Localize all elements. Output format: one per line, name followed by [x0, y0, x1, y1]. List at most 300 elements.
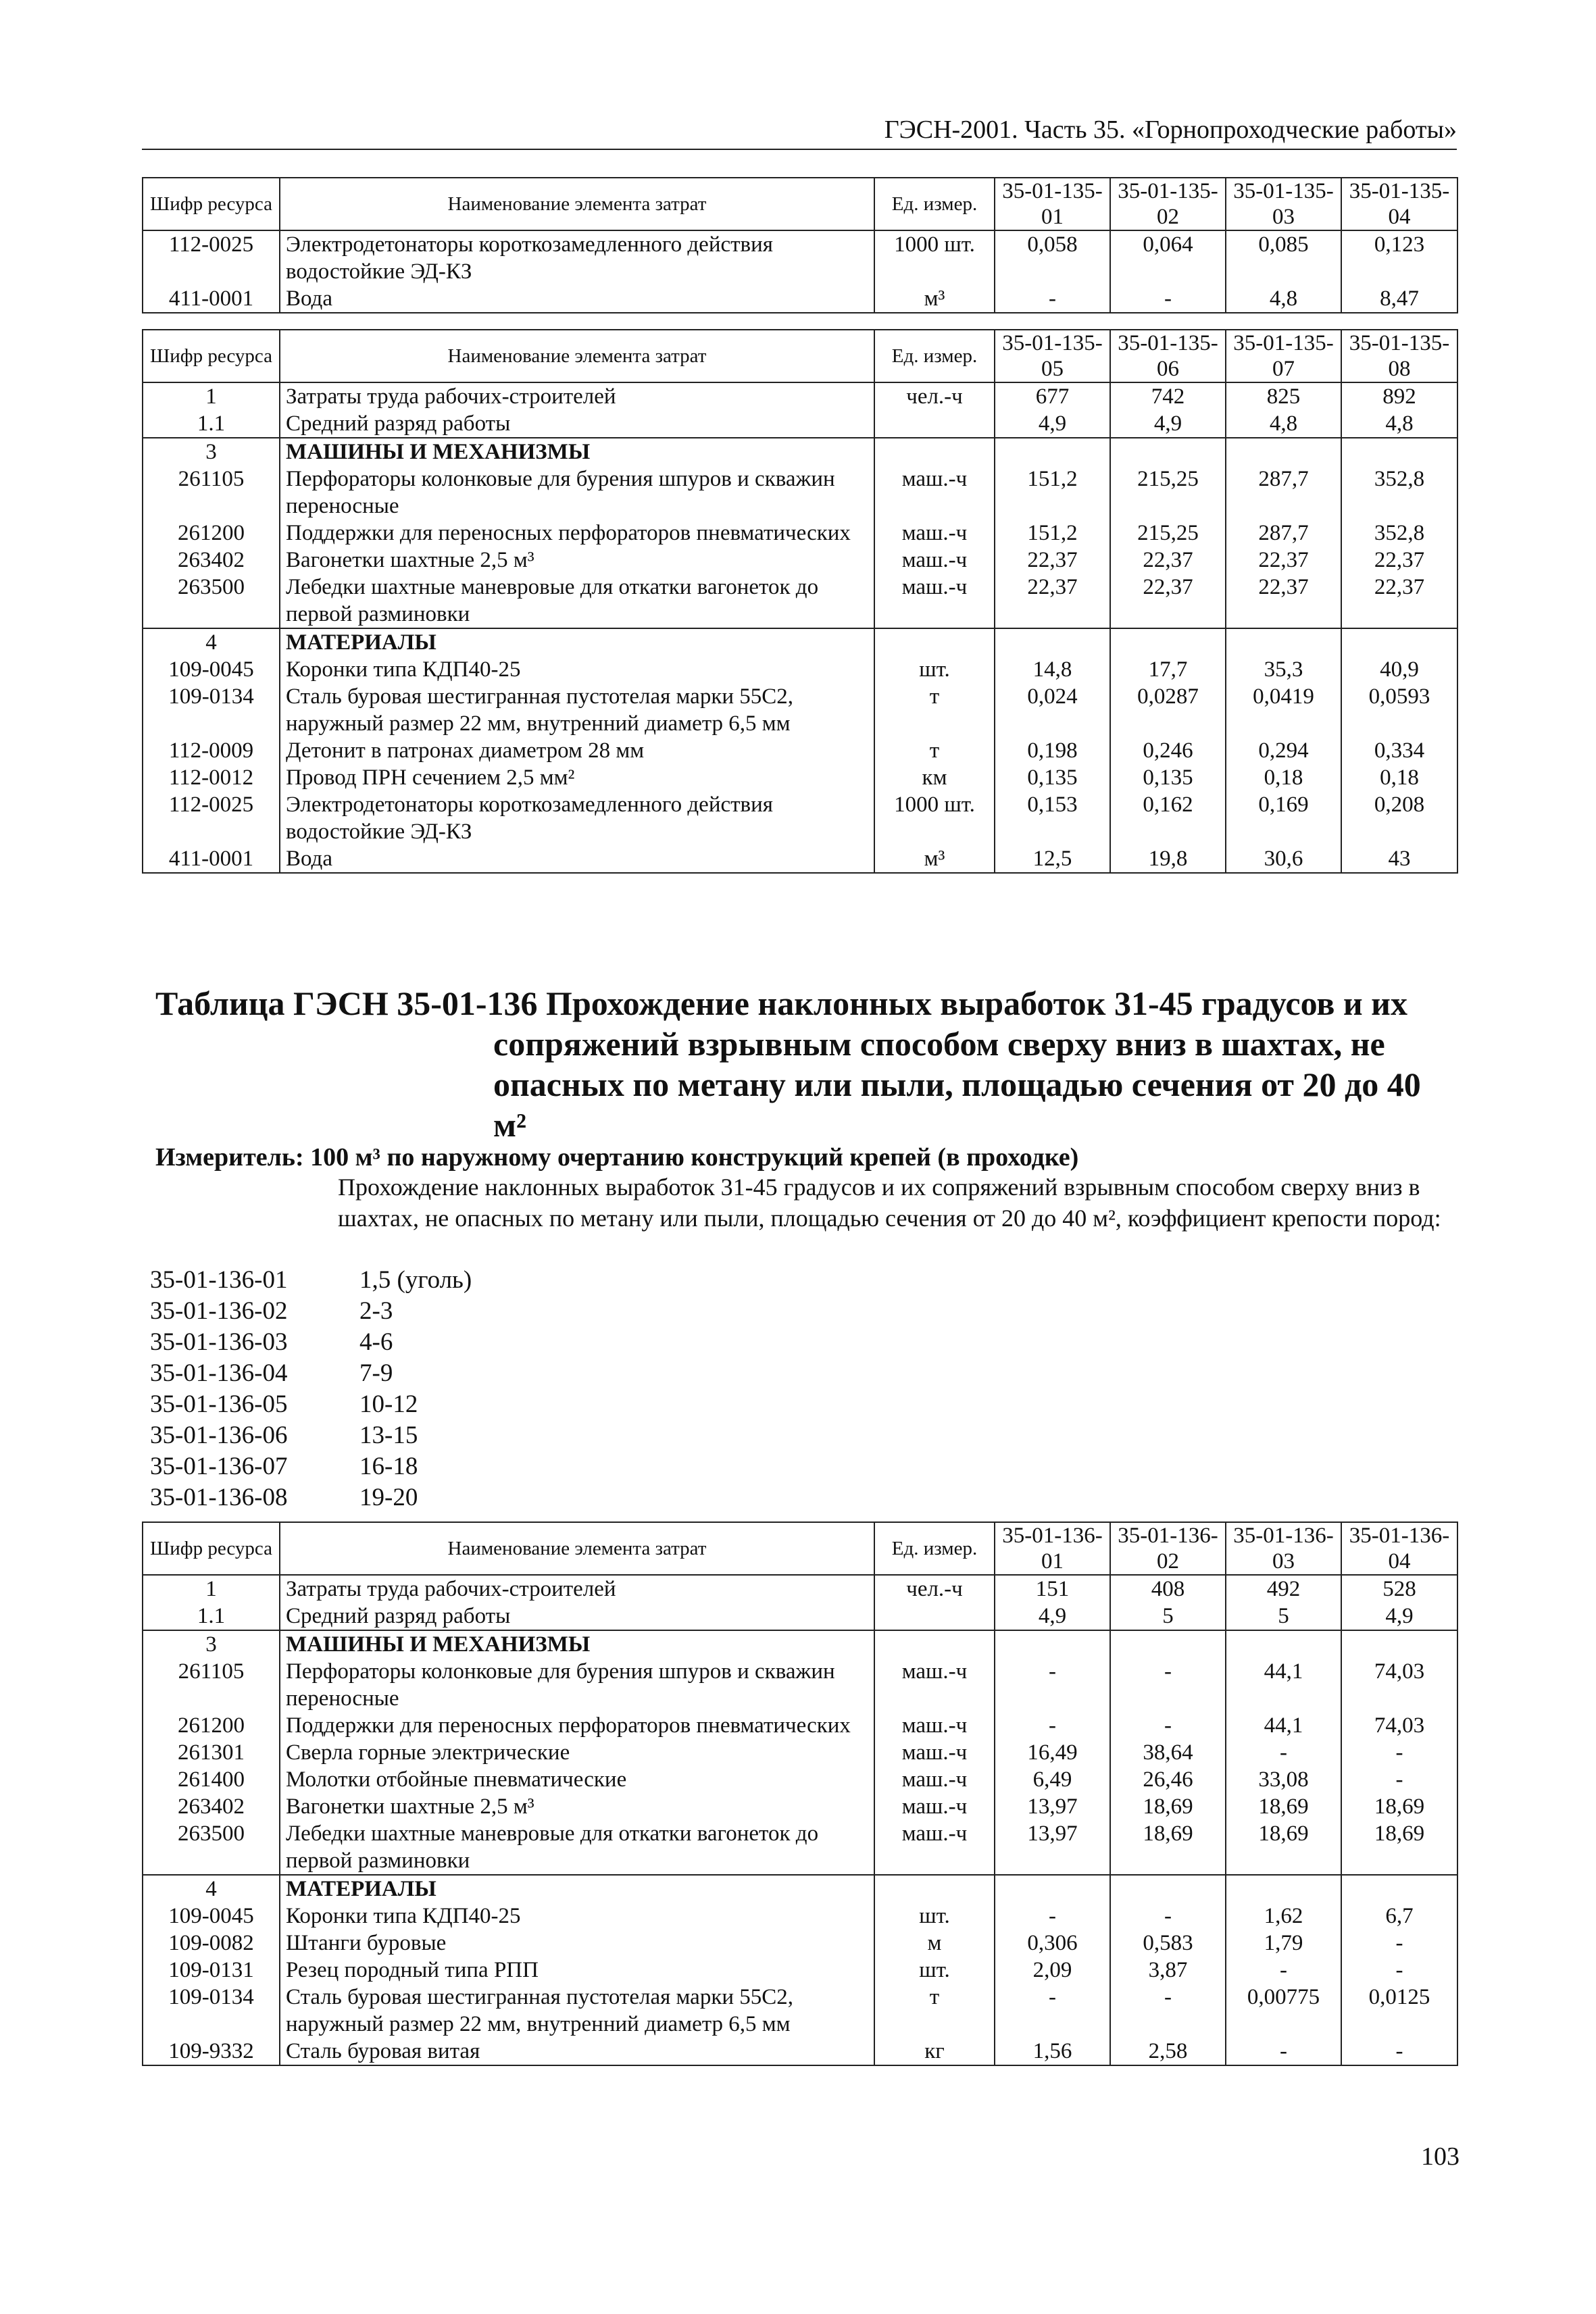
col-header-norm: 35-01-135-05 — [995, 330, 1110, 382]
resource-name-cell: Вода — [280, 845, 874, 873]
col-header-code: Шифр ресурса — [143, 330, 280, 382]
norm-code-row — [150, 1482, 472, 1513]
norm-code: 35-01-136-04 — [150, 1359, 288, 1387]
value-cell: 30,6 — [1226, 845, 1341, 873]
table-row — [143, 574, 1457, 628]
value-cell — [1226, 438, 1341, 466]
resource-name-cell: Вагонетки шахтные 2,5 м³ — [280, 547, 874, 574]
resource-name-cell: МАТЕРИАЛЫ — [280, 1875, 874, 1903]
value-cell: 0,198 — [995, 737, 1110, 764]
resource-code-cell: 261105 — [143, 466, 280, 520]
unit-cell — [874, 1603, 995, 1630]
value-cell — [995, 1630, 1110, 1658]
norm-code-list — [150, 1265, 472, 1513]
resource-code-cell: 1.1 — [143, 1603, 280, 1630]
value-cell: 0,246 — [1110, 737, 1226, 764]
section-description: Прохождение наклонных выработок 31-45 градусов и их сопряжений взрывным способом сверху вниз в шахтах, не опасных по метану или пыли, площадью сечения от 20 до 40 м², коэффициент крепости пород: — [338, 1174, 1441, 1232]
header-rule — [142, 149, 1457, 150]
value-cell: 0,064 — [1110, 230, 1226, 285]
value-cell: 43 — [1341, 845, 1457, 873]
resource-name-cell: Электродетонаторы короткозамедленного действия водостойкие ЭД-КЗ — [280, 791, 874, 845]
value-cell: 0,058 — [995, 230, 1110, 285]
table-row — [143, 737, 1457, 764]
table-row — [143, 1820, 1457, 1875]
table-row — [143, 1984, 1457, 2038]
value-cell: 408 — [1110, 1575, 1226, 1603]
value-cell: - — [1341, 1739, 1457, 1766]
unit-cell: т — [874, 683, 995, 737]
resource-code-cell: 263500 — [143, 574, 280, 628]
value-cell: 16,49 — [995, 1739, 1110, 1766]
value-cell: 0,162 — [1110, 791, 1226, 845]
section-title — [155, 983, 1439, 1145]
resource-name-cell: Поддержки для переносных перфораторов пневматических — [280, 520, 874, 547]
resource-name-cell: Электродетонаторы короткозамедленного действия водостойкие ЭД-КЗ — [280, 230, 874, 285]
col-header-norm: 35-01-135-06 — [1110, 330, 1226, 382]
value-cell — [1226, 628, 1341, 656]
col-header-code: Шифр ресурса — [143, 1522, 280, 1575]
unit-cell: км — [874, 764, 995, 791]
resource-name-cell: Вагонетки шахтные 2,5 м³ — [280, 1793, 874, 1820]
value-cell: 26,46 — [1110, 1766, 1226, 1793]
col-header-name: Наименование элемента затрат — [280, 330, 874, 382]
unit-cell: маш.-ч — [874, 1820, 995, 1875]
value-cell: - — [1110, 1658, 1226, 1712]
resource-name-cell: Сталь буровая шестигранная пустотелая марки 55С2, наружный размер 22 мм, внутренний диаметр 6,5 мм — [280, 683, 874, 737]
value-cell: 0,18 — [1341, 764, 1457, 791]
resource-table-136 — [142, 1521, 1458, 2066]
table-row — [143, 1930, 1457, 1957]
value-cell — [1341, 1875, 1457, 1903]
value-cell: 13,97 — [995, 1820, 1110, 1875]
resource-name-cell: Резец породный типа РПП — [280, 1957, 874, 1984]
value-cell: 18,69 — [1341, 1820, 1457, 1875]
value-cell: 0,169 — [1226, 791, 1341, 845]
value-cell — [995, 628, 1110, 656]
table-row — [143, 285, 1457, 313]
norm-code: 35-01-136-06 — [150, 1422, 288, 1449]
unit-cell: 1000 шт. — [874, 791, 995, 845]
norm-code: 35-01-136-02 — [150, 1297, 288, 1325]
value-cell: 2,09 — [995, 1957, 1110, 1984]
value-cell: 18,69 — [1110, 1793, 1226, 1820]
resource-name-cell: МАТЕРИАЛЫ — [280, 628, 874, 656]
value-cell: 35,3 — [1226, 656, 1341, 683]
value-cell: - — [995, 285, 1110, 313]
value-cell: 22,37 — [1110, 574, 1226, 628]
unit-cell: м — [874, 1930, 995, 1957]
value-cell: - — [1226, 2038, 1341, 2065]
running-header: ГЭСН-2001. Часть 35. «Горнопроходческие работы» — [884, 116, 1457, 144]
value-cell: 215,25 — [1110, 520, 1226, 547]
value-cell — [995, 1875, 1110, 1903]
resource-name-cell: МАШИНЫ И МЕХАНИЗМЫ — [280, 1630, 874, 1658]
value-cell: 0,085 — [1226, 230, 1341, 285]
page-number: 103 — [1421, 2142, 1460, 2171]
section-title-line: опасных по метану или пыли, площадью сечения от 20 до 40 — [493, 1065, 1421, 1103]
value-cell: - — [1110, 1712, 1226, 1739]
value-cell: 0,0287 — [1110, 683, 1226, 737]
value-cell — [1110, 438, 1226, 466]
value-cell — [1226, 1875, 1341, 1903]
value-cell: 18,69 — [1226, 1820, 1341, 1875]
resource-code-cell: 411-0001 — [143, 285, 280, 313]
section-title-line: сопряжений взрывным способом сверху вниз в шахтах, не — [493, 1025, 1385, 1063]
value-cell — [1110, 628, 1226, 656]
norm-code: 35-01-136-07 — [150, 1453, 288, 1480]
norm-code-value: 4-6 — [359, 1328, 393, 1356]
resource-name-cell: Коронки типа КДП40-25 — [280, 656, 874, 683]
value-cell: - — [1110, 1903, 1226, 1930]
resource-code-cell: 109-0134 — [143, 683, 280, 737]
value-cell — [1110, 1875, 1226, 1903]
resource-name-cell: Перфораторы колонковые для бурения шпуров и скважин переносные — [280, 1658, 874, 1712]
value-cell: 151,2 — [995, 466, 1110, 520]
unit-cell: маш.-ч — [874, 1658, 995, 1712]
table-row — [143, 764, 1457, 791]
resource-name-cell: Детонит в патронах диаметром 28 мм — [280, 737, 874, 764]
col-header-name: Наименование элемента затрат — [280, 1522, 874, 1575]
resource-code-cell: 263402 — [143, 547, 280, 574]
value-cell: 4,9 — [995, 410, 1110, 438]
col-header-unit: Ед. измер. — [874, 1522, 995, 1575]
resource-name-cell: Коронки типа КДП40-25 — [280, 1903, 874, 1930]
resource-code-cell: 112-0012 — [143, 764, 280, 791]
col-header-norm: 35-01-135-01 — [995, 178, 1110, 230]
resource-code-cell: 4 — [143, 628, 280, 656]
resource-code-cell: 109-0045 — [143, 656, 280, 683]
value-cell: - — [995, 1658, 1110, 1712]
resource-name-cell: МАШИНЫ И МЕХАНИЗМЫ — [280, 438, 874, 466]
col-header-code: Шифр ресурса — [143, 178, 280, 230]
norm-code-row — [150, 1451, 472, 1482]
value-cell: 44,1 — [1226, 1658, 1341, 1712]
section-title-line: м² — [493, 1106, 527, 1144]
norm-code-row — [150, 1327, 472, 1358]
resource-code-cell: 261200 — [143, 1712, 280, 1739]
unit-cell: 1000 шт. — [874, 230, 995, 285]
value-cell: 22,37 — [995, 574, 1110, 628]
table-row — [143, 791, 1457, 845]
value-cell: 3,87 — [1110, 1957, 1226, 1984]
resource-code-cell: 263402 — [143, 1793, 280, 1820]
unit-cell: чел.-ч — [874, 382, 995, 410]
value-cell: 1,62 — [1226, 1903, 1341, 1930]
value-cell — [1110, 1630, 1226, 1658]
value-cell: 22,37 — [995, 547, 1110, 574]
value-cell: 0,135 — [1110, 764, 1226, 791]
resource-code-cell: 411-0001 — [143, 845, 280, 873]
resource-code-cell: 263500 — [143, 1820, 280, 1875]
norm-code-row — [150, 1265, 472, 1296]
resource-code-cell: 3 — [143, 438, 280, 466]
col-header-norm: 35-01-136-04 — [1341, 1522, 1457, 1575]
resource-code-cell: 261200 — [143, 520, 280, 547]
col-header-norm: 35-01-136-03 — [1226, 1522, 1341, 1575]
value-cell: 287,7 — [1226, 520, 1341, 547]
resource-code-cell: 109-0045 — [143, 1903, 280, 1930]
value-cell: 22,37 — [1226, 547, 1341, 574]
value-cell: 4,9 — [1341, 1603, 1457, 1630]
value-cell: 44,1 — [1226, 1712, 1341, 1739]
table-row — [143, 1957, 1457, 1984]
unit-cell: маш.-ч — [874, 1712, 995, 1739]
norm-code-value: 19-20 — [359, 1484, 418, 1511]
value-cell: - — [995, 1712, 1110, 1739]
value-cell: 4,9 — [995, 1603, 1110, 1630]
value-cell: 0,135 — [995, 764, 1110, 791]
resource-name-cell: Провод ПРН сечением 2,5 мм² — [280, 764, 874, 791]
value-cell: 492 — [1226, 1575, 1341, 1603]
value-cell: 33,08 — [1226, 1766, 1341, 1793]
resource-name-cell: Сталь буровая витая — [280, 2038, 874, 2065]
section-title-line: Таблица ГЭСН 35-01-136 Прохождение наклонных выработок 31-45 градусов и их — [155, 984, 1407, 1022]
unit-cell: маш.-ч — [874, 547, 995, 574]
resource-name-cell: Молотки отбойные пневматические — [280, 1766, 874, 1793]
table-row — [143, 656, 1457, 683]
table-row — [143, 547, 1457, 574]
unit-cell: м³ — [874, 285, 995, 313]
table-row — [143, 1739, 1457, 1766]
value-cell: 0,306 — [995, 1930, 1110, 1957]
value-cell: 74,03 — [1341, 1658, 1457, 1712]
resource-code-cell: 112-0025 — [143, 230, 280, 285]
unit-cell: маш.-ч — [874, 574, 995, 628]
table-row — [143, 382, 1457, 410]
value-cell: - — [1341, 2038, 1457, 2065]
unit-cell — [874, 410, 995, 438]
unit-cell — [874, 628, 995, 656]
norm-code-value: 16-18 — [359, 1453, 418, 1480]
col-header-norm: 35-01-135-03 — [1226, 178, 1341, 230]
value-cell: 528 — [1341, 1575, 1457, 1603]
value-cell: 14,8 — [995, 656, 1110, 683]
norm-code-value: 10-12 — [359, 1390, 418, 1418]
resource-code-cell: 109-0131 — [143, 1957, 280, 1984]
value-cell: 6,49 — [995, 1766, 1110, 1793]
unit-cell: т — [874, 1984, 995, 2038]
value-cell: 22,37 — [1110, 547, 1226, 574]
table-row — [143, 466, 1457, 520]
value-cell: 825 — [1226, 382, 1341, 410]
value-cell: - — [1110, 1984, 1226, 2038]
value-cell: 352,8 — [1341, 520, 1457, 547]
resource-name-cell: Вода — [280, 285, 874, 313]
resource-name-cell: Сверла горные электрические — [280, 1739, 874, 1766]
value-cell: 287,7 — [1226, 466, 1341, 520]
value-cell: 0,123 — [1341, 230, 1457, 285]
table-row — [143, 1712, 1457, 1739]
col-header-norm: 35-01-136-01 — [995, 1522, 1110, 1575]
norm-code: 35-01-136-01 — [150, 1266, 288, 1294]
value-cell: 4,9 — [1110, 410, 1226, 438]
resource-name-cell: Поддержки для переносных перфораторов пневматических — [280, 1712, 874, 1739]
resource-name-cell: Перфораторы колонковые для бурения шпуров и скважин переносные — [280, 466, 874, 520]
resource-code-cell: 261301 — [143, 1739, 280, 1766]
resource-name-cell: Средний разряд работы — [280, 410, 874, 438]
table-row — [143, 1793, 1457, 1820]
value-cell: 892 — [1341, 382, 1457, 410]
value-cell: - — [1110, 285, 1226, 313]
col-header-unit: Ед. измер. — [874, 178, 995, 230]
value-cell: 13,97 — [995, 1793, 1110, 1820]
value-cell: 0,0419 — [1226, 683, 1341, 737]
norm-code-value: 13-15 — [359, 1422, 418, 1449]
norm-code-row — [150, 1389, 472, 1420]
value-cell — [1226, 1630, 1341, 1658]
value-cell — [1341, 628, 1457, 656]
unit-cell: шт. — [874, 1903, 995, 1930]
unit-cell — [874, 438, 995, 466]
value-cell: 74,03 — [1341, 1712, 1457, 1739]
value-cell: - — [1341, 1766, 1457, 1793]
resource-name-cell: Штанги буровые — [280, 1930, 874, 1957]
value-cell: 22,37 — [1341, 547, 1457, 574]
value-cell: - — [1341, 1957, 1457, 1984]
unit-cell — [874, 1630, 995, 1658]
resource-name-cell: Лебедки шахтные маневровые для откатки вагонеток до первой разминовки — [280, 574, 874, 628]
unit-cell — [874, 1875, 995, 1903]
value-cell: 18,69 — [1110, 1820, 1226, 1875]
value-cell: 12,5 — [995, 845, 1110, 873]
resource-code-cell: 4 — [143, 1875, 280, 1903]
value-cell: 4,8 — [1226, 285, 1341, 313]
value-cell: 151,2 — [995, 520, 1110, 547]
resource-code-cell: 3 — [143, 1630, 280, 1658]
table-row — [143, 520, 1457, 547]
table-row — [143, 1766, 1457, 1793]
norm-code: 35-01-136-03 — [150, 1328, 288, 1356]
norm-code: 35-01-136-05 — [150, 1390, 288, 1418]
value-cell: 151 — [995, 1575, 1110, 1603]
unit-cell: м³ — [874, 845, 995, 873]
resource-code-cell: 109-9332 — [143, 2038, 280, 2065]
norm-code: 35-01-136-08 — [150, 1484, 288, 1511]
section-row — [143, 438, 1457, 466]
col-header-norm: 35-01-135-07 — [1226, 330, 1341, 382]
value-cell: 0,024 — [995, 683, 1110, 737]
unit-cell: кг — [874, 2038, 995, 2065]
table-row — [143, 1603, 1457, 1630]
value-cell: - — [995, 1984, 1110, 2038]
value-cell: 38,64 — [1110, 1739, 1226, 1766]
value-cell: 0,00775 — [1226, 1984, 1341, 2038]
value-cell: 0,583 — [1110, 1930, 1226, 1957]
value-cell: 0,0125 — [1341, 1984, 1457, 2038]
value-cell — [1341, 1630, 1457, 1658]
value-cell: 2,58 — [1110, 2038, 1226, 2065]
value-cell: - — [1226, 1739, 1341, 1766]
table-row — [143, 2038, 1457, 2065]
section-row — [143, 1875, 1457, 1903]
table-row — [143, 1658, 1457, 1712]
resource-table-135-top — [142, 177, 1458, 313]
resource-code-cell: 109-0134 — [143, 1984, 280, 2038]
resource-code-cell: 112-0009 — [143, 737, 280, 764]
value-cell: 0,294 — [1226, 737, 1341, 764]
resource-code-cell: 261400 — [143, 1766, 280, 1793]
measure-unit: Измеритель: 100 м³ по наружному очертанию конструкций крепей (в проходке) — [155, 1143, 1079, 1172]
unit-cell: маш.-ч — [874, 1739, 995, 1766]
unit-cell: шт. — [874, 656, 995, 683]
value-cell: 742 — [1110, 382, 1226, 410]
norm-code-value: 7-9 — [359, 1359, 393, 1387]
table-row — [143, 845, 1457, 873]
value-cell: - — [995, 1903, 1110, 1930]
value-cell: 352,8 — [1341, 466, 1457, 520]
resource-name-cell: Затраты труда рабочих-строителей — [280, 382, 874, 410]
section-row — [143, 1630, 1457, 1658]
resource-code-cell: 261105 — [143, 1658, 280, 1712]
value-cell: 215,25 — [1110, 466, 1226, 520]
col-header-norm: 35-01-135-08 — [1341, 330, 1457, 382]
norm-code-row — [150, 1296, 472, 1327]
col-header-norm: 35-01-135-04 — [1341, 178, 1457, 230]
value-cell: 0,334 — [1341, 737, 1457, 764]
value-cell — [1341, 438, 1457, 466]
value-cell: 5 — [1226, 1603, 1341, 1630]
value-cell: 0,208 — [1341, 791, 1457, 845]
value-cell: 19,8 — [1110, 845, 1226, 873]
section-row — [143, 628, 1457, 656]
value-cell: 18,69 — [1341, 1793, 1457, 1820]
col-header-unit: Ед. измер. — [874, 330, 995, 382]
resource-code-cell: 1 — [143, 1575, 280, 1603]
resource-name-cell: Сталь буровая шестигранная пустотелая марки 55С2, наружный размер 22 мм, внутренний диаметр 6,5 мм — [280, 1984, 874, 2038]
resource-code-cell: 1.1 — [143, 410, 280, 438]
norm-code-row — [150, 1358, 472, 1389]
unit-cell: маш.-ч — [874, 1766, 995, 1793]
unit-cell: шт. — [874, 1957, 995, 1984]
table-row — [143, 1903, 1457, 1930]
resource-table-135-bottom — [142, 329, 1458, 874]
unit-cell: т — [874, 737, 995, 764]
table-row — [143, 1575, 1457, 1603]
table-row — [143, 410, 1457, 438]
value-cell: - — [1341, 1930, 1457, 1957]
resource-code-cell: 1 — [143, 382, 280, 410]
value-cell: 677 — [995, 382, 1110, 410]
unit-cell: чел.-ч — [874, 1575, 995, 1603]
resource-name-cell: Средний разряд работы — [280, 1603, 874, 1630]
resource-code-cell: 112-0025 — [143, 791, 280, 845]
value-cell: 18,69 — [1226, 1793, 1341, 1820]
value-cell: 40,9 — [1341, 656, 1457, 683]
resource-name-cell: Затраты труда рабочих-строителей — [280, 1575, 874, 1603]
table-row — [143, 230, 1457, 285]
value-cell: 5 — [1110, 1603, 1226, 1630]
value-cell: - — [1226, 1957, 1341, 1984]
value-cell: 0,18 — [1226, 764, 1341, 791]
value-cell — [995, 438, 1110, 466]
col-header-norm: 35-01-135-02 — [1110, 178, 1226, 230]
value-cell: 0,0593 — [1341, 683, 1457, 737]
value-cell: 8,47 — [1341, 285, 1457, 313]
value-cell: 4,8 — [1341, 410, 1457, 438]
value-cell: 4,8 — [1226, 410, 1341, 438]
norm-code-value: 2-3 — [359, 1297, 393, 1325]
col-header-name: Наименование элемента затрат — [280, 178, 874, 230]
resource-code-cell: 109-0082 — [143, 1930, 280, 1957]
col-header-norm: 35-01-136-02 — [1110, 1522, 1226, 1575]
value-cell: 0,153 — [995, 791, 1110, 845]
table-row — [143, 683, 1457, 737]
norm-code-value: 1,5 (уголь) — [359, 1266, 472, 1294]
unit-cell: маш.-ч — [874, 520, 995, 547]
value-cell: 22,37 — [1226, 574, 1341, 628]
value-cell: 1,56 — [995, 2038, 1110, 2065]
value-cell: 17,7 — [1110, 656, 1226, 683]
